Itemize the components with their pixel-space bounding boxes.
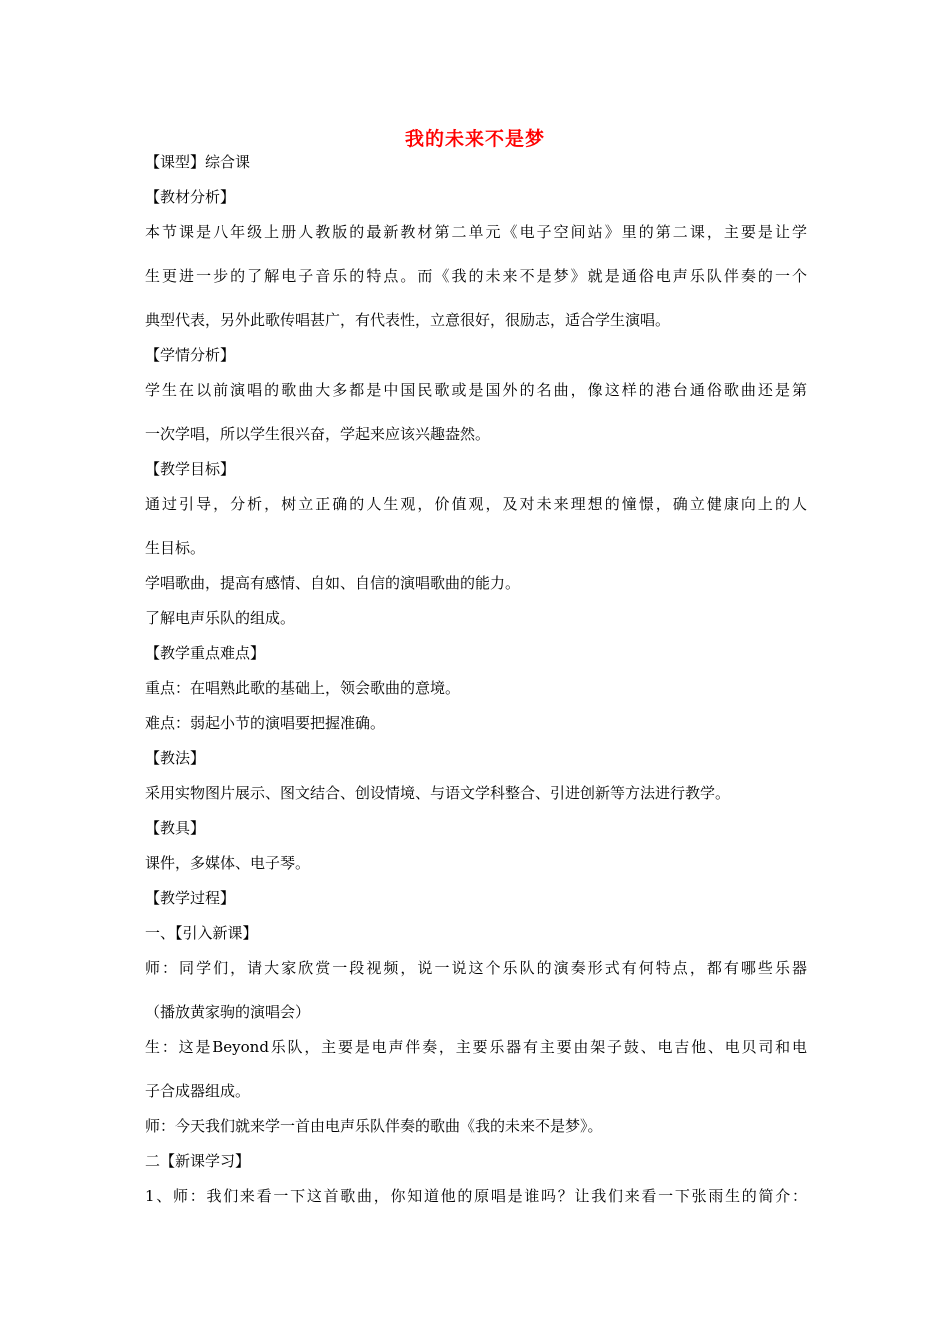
paragraph-line: 重点：在唱熟此歌的基础上，领会歌曲的意境。: [145, 679, 461, 697]
subsection-heading-new-lesson: 二【新课学习】: [145, 1152, 251, 1170]
section-heading-lesson-type: 【课型】综合课: [145, 153, 251, 171]
section-heading-teaching-process: 【教学过程】: [145, 889, 236, 907]
section-heading-key-points: 【教学重点难点】: [145, 644, 266, 662]
paragraph-line: 师：同学们，请大家欣赏一段视频，说一说这个乐队的演奏形式有何特点，都有哪些乐器: [145, 959, 807, 977]
paragraph-line: 通过引导，分析，树立正确的人生观，价值观，及对未来理想的憧憬，确立健康向上的人: [145, 495, 807, 513]
paragraph-line: 学唱歌曲，提高有感情、自如、自信的演唱歌曲的能力。: [145, 574, 521, 592]
paragraph-line: （播放黄家驹的演唱会）: [145, 1003, 311, 1021]
paragraph-line: 子合成器组成。: [145, 1082, 251, 1100]
paragraph-line: 生更进一步的了解电子音乐的特点。而《我的未来不是梦》就是通俗电声乐队伴奏的一个: [145, 267, 807, 285]
document-body: [145, 150, 807, 1208]
paragraph-line: 本节课是八年级上册人教版的最新教材第二单元《电子空间站》里的第二课，主要是让学: [145, 223, 807, 241]
paragraph-line: 课件，多媒体、电子琴。: [145, 854, 311, 872]
subsection-heading-introduction: 一、【引入新课】: [145, 924, 258, 942]
paragraph-line: 了解电声乐队的组成。: [145, 609, 296, 627]
paragraph-line: 采用实物图片展示、图文结合、创设情境、与语文学科整合、引进创新等方法进行教学。: [145, 784, 731, 802]
paragraph-line: 学生在以前演唱的歌曲大多都是中国民歌或是国外的名曲，像这样的港台通俗歌曲还是第: [145, 381, 807, 399]
section-heading-textbook-analysis: 【教材分析】: [145, 188, 236, 206]
document-title: 我的未来不是梦: [404, 128, 545, 150]
paragraph-line: 师：今天我们就来学一首由电声乐队伴奏的歌曲《我的未来不是梦》。: [145, 1117, 603, 1135]
paragraph-line: 典型代表，另外此歌传唱甚广，有代表性，立意很好，很励志，适合学生演唱。: [145, 311, 671, 329]
paragraph-line: 难点：弱起小节的演唱要把握准确。: [145, 714, 386, 732]
paragraph-line: 生：这是Beyond乐队，主要是电声伴奏，主要乐器有主要由架子鼓、电吉他、电贝司和电: [145, 1038, 807, 1056]
paragraph-line: 一次学唱，所以学生很兴奋，学起来应该兴趣盎然。: [145, 425, 491, 443]
section-heading-teaching-tools: 【教具】: [145, 819, 206, 837]
section-heading-teaching-goals: 【教学目标】: [145, 460, 236, 478]
paragraph-line: 1、师：我们来看一下这首歌曲，你知道他的原唱是谁吗？让我们来看一下张雨生的简介：: [145, 1187, 807, 1205]
section-heading-student-analysis: 【学情分析】: [145, 346, 236, 364]
section-heading-teaching-method: 【教法】: [145, 749, 206, 767]
paragraph-line: 生目标。: [145, 539, 206, 557]
